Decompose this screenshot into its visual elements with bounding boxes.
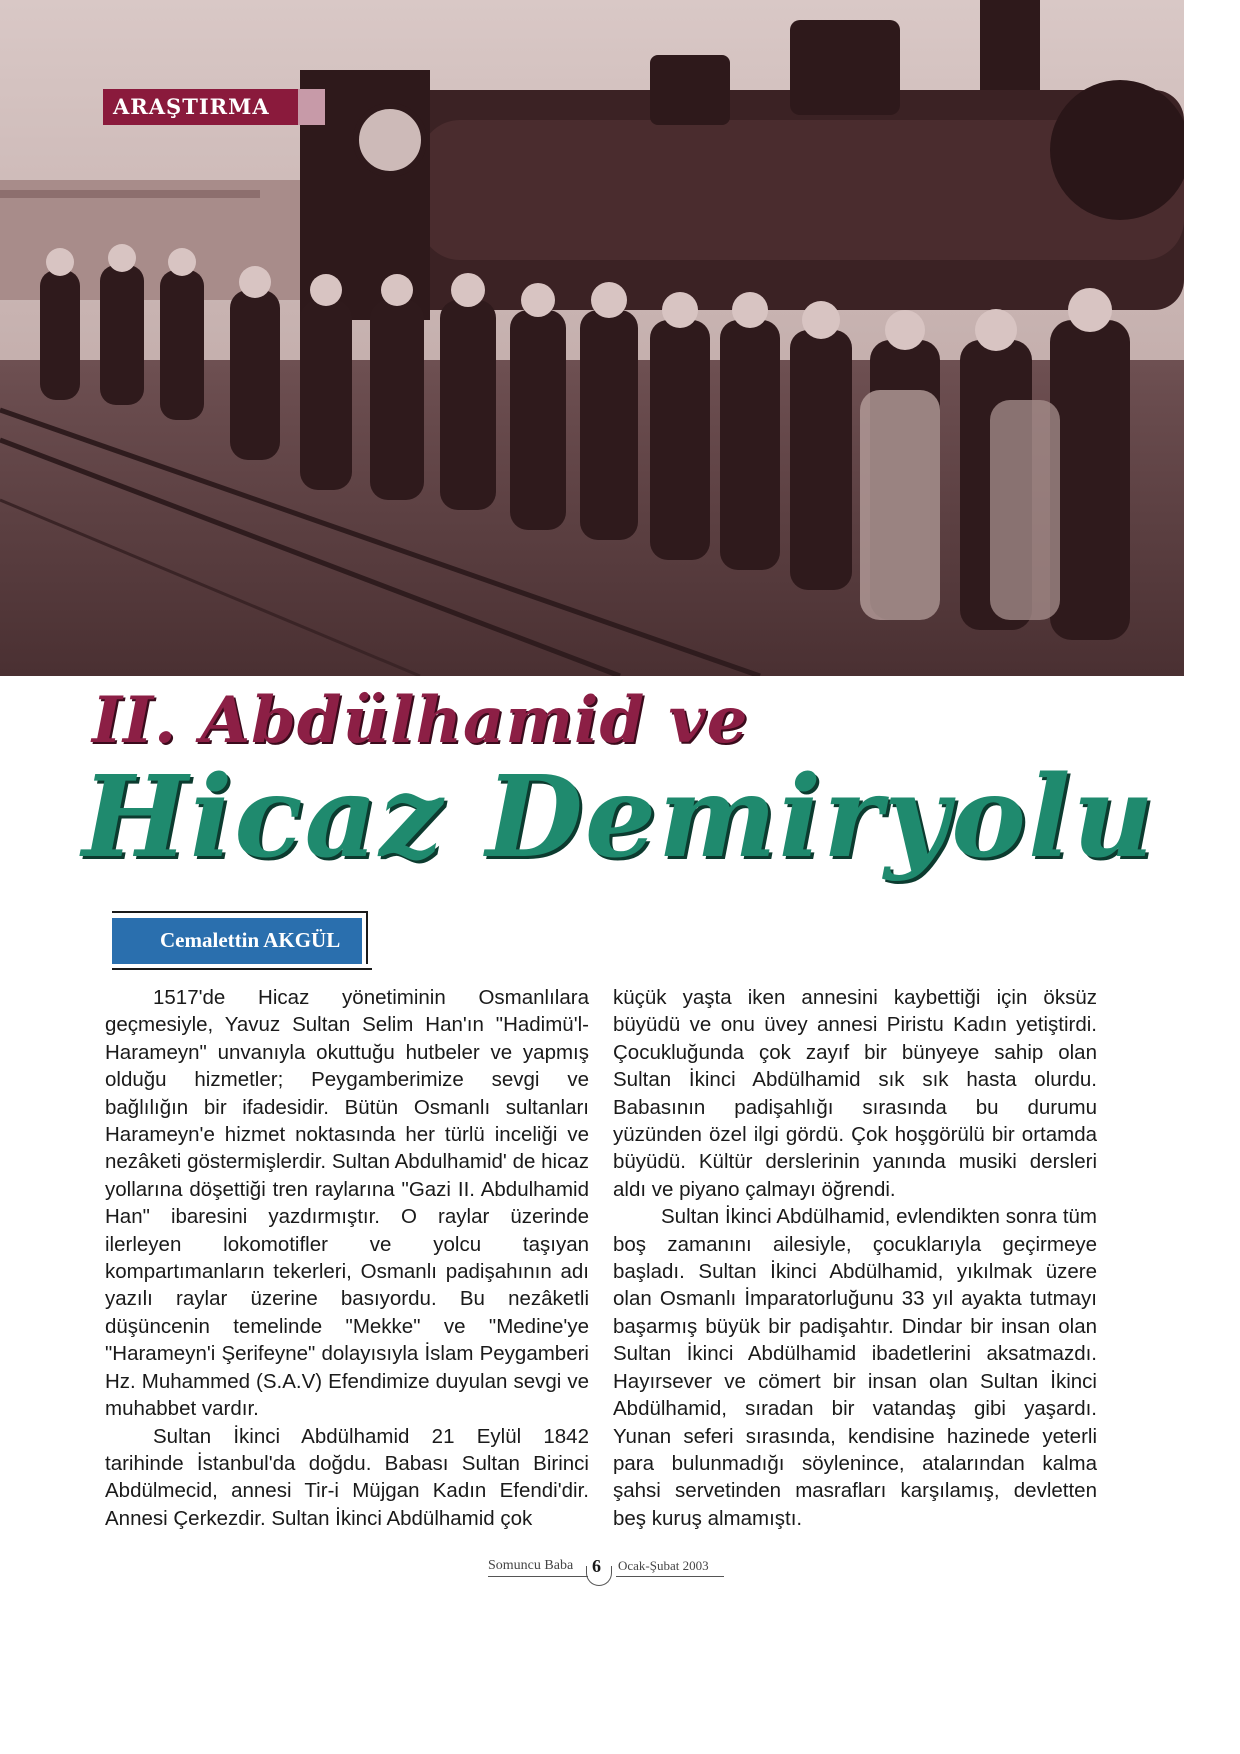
body-column-right <box>613 984 1097 1532</box>
section-tag-label: ARAŞTIRMA <box>113 94 270 119</box>
section-tag <box>103 89 325 125</box>
footer-rule-left <box>488 1576 588 1577</box>
body-column-left <box>105 984 589 1532</box>
author-box <box>112 918 362 964</box>
title-line-2: Hicaz Demiryolu <box>82 752 1156 883</box>
footer-rule-right <box>616 1576 724 1577</box>
paragraph-continuation: küçük yaşta iken annesini kaybettiği için öksüz büyüdü ve onu üvey annesi Piristu Kadın yetiştirdi. Çocukluğunda çok zayıf bir bünyeye sahip olan Sultan İkinci Abdülhamid sık sık hasta olurdu. Babasının padişahlığı sırasında bu durumu yüzünden özel ilgi gördü. Çok hoşgörülü bir ortamda büyüdü. Kültür derslerinin yanında musiki dersleri aldı ve piyano çalmayı öğrendi. <box>613 986 1097 1201</box>
section-tag-notch <box>298 89 325 125</box>
author-underline <box>112 968 372 970</box>
paragraph: Sultan İkinci Abdülhamid 21 Eylül 1842 tarihinde İstanbul'da doğdu. Babası Sultan Birinci Abdülmecid, annesi Tir-i Müjgan Kadın Efendi'dir. Annesi Çerkezdir. Sultan İkinci Abdülhamid çok <box>105 1424 589 1530</box>
paragraph: 1517'de Hicaz yönetiminin Osmanlılara geçmesiyle, Yavuz Sultan Selim Han'ın "Hadimü'l-Harameyn" unvanıyla okuttuğu hutbeler ve yapmış olduğu hizmetler; Peygamberimize sevgi ve bağlılığın bir ifadesidir. Bütün Osmanlı sultanları Harameyn'e hizmet noktasında her türlü inceliği ve nezâketi göstermişlerdir. Sultan Abdulhamid' de hicaz yollarına döşettiği tren raylarına "Gazi II. Abdulhamid Han" ibaresini yazdırmıştır. O raylar üzerinde ilerleyen lokomotifler ve yolcu taşıyan kompartımanların tekerleri, Osmanlı padişahının adı yazılı raylar üzerine basıyordu. Bu nezâketli düşüncenin temelinde "Mekke" ve "Medine'ye "Harameyn'i Şerifeyne" dolayısıyla İslam Peygamberi Hz. Muhammed (S.A.V) Efendimize duyulan sevgi ve muhabbet vardır. <box>105 986 589 1421</box>
footer-magazine: Somuncu Baba <box>488 1558 574 1573</box>
footer-issue: Ocak-Şubat 2003 <box>618 1558 709 1573</box>
author-name: Cemalettin AKGÜL <box>160 928 341 952</box>
page-number: 6 <box>592 1556 601 1576</box>
paragraph: Sultan İkinci Abdülhamid, evlendikten sonra tüm boş zamanını ailesiyle, çocuklarıyla geçirmeye başladı. Sultan İkinci Abdülhamid, yıkılmak üzere olan Osmanlı İmparatorluğunu 33 yıl ayakta tutmayı başarmış büyük bir padişahtır. Dindar bir insan olan Sultan İkinci Abdülhamid ibadetlerini aksatmazdı. Hayırsever ve cömert bir insan olan Sultan İkinci Abdülhamid, sıradan bir vatandaş gibi yaşardı. Yunan seferi sırasında, kendisine hazinede yeterli para bulunmadığı söylenince, atalarından kalma şahsi servetinden masrafları karşılamış, devletten beş kuruş almamıştı. <box>613 1205 1097 1530</box>
page-footer <box>488 1556 724 1586</box>
title-line-1: II. Abdülhamid ve <box>92 683 749 758</box>
